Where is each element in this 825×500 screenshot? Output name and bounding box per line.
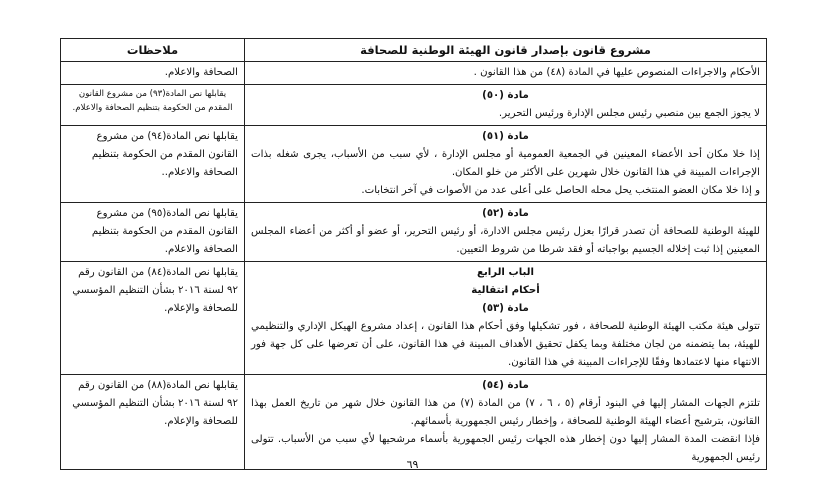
article-paragraph: الأحكام والاجراءات المنصوص عليها في المادة (٤٨) من هذا القانون . — [473, 67, 760, 78]
notes-cell: يقابلها نص المادة(٨٤) من القانون رقم ٩٢ لسنة ٢٠١٦ بشأن التنظيم المؤسسي للصحافة والإعلام. — [61, 262, 245, 375]
main-cell — [245, 126, 767, 203]
comparison-table — [60, 38, 767, 470]
notes-cell: يقابلها نص المادة(٩٥) من مشروع القانون المقدم من الحكومة بتنظيم الصحافة والاعلام. — [61, 203, 245, 262]
article-title: مادة (٥٤) — [482, 380, 529, 391]
notes-cell: يقابلها نص المادة(٩٤) من مشروع القانون المقدم من الحكومة بتنظيم الصحافة والاعلام.. — [61, 126, 245, 203]
article-title: مادة (٥١) — [482, 131, 529, 142]
table-header-row — [61, 39, 767, 62]
table-row — [61, 85, 767, 126]
article-paragraph: لا يجوز الجمع بين منصبي رئيس مجلس الإدارة ورئيس التحرير. — [498, 108, 760, 119]
main-cell — [245, 375, 767, 470]
table-row — [61, 62, 767, 85]
notes-cell: يقابلها نص المادة(٨٨) من القانون رقم ٩٢ لسنة ٢٠١٦ بشأن التنظيم المؤسسي للصحافة والإعلام. — [61, 375, 245, 470]
main-cell — [245, 262, 767, 375]
header-notes: ملاحظات — [61, 39, 245, 62]
table-row — [61, 262, 767, 375]
main-cell — [245, 62, 767, 85]
main-cell — [245, 85, 767, 126]
article-paragraph: تتولى هيئة مكتب الهيئة الوطنية للصحافة ، فور تشكيلها وفق أحكام هذا القانون ، إعداد مشروع الهيكل الإداري والتنظيمي للهيئة، بما يتضمنه من لجان مختلفة وبما يكفل تحقيق الأهداف المبينة في هذا القانون، على أن تعرضها على كل جهة فور الانتهاء منها لاعتمادها وفقًا للإجراءات المبينة في هذا القانون. — [251, 321, 760, 368]
article-title: مادة (٥٣) — [482, 303, 529, 314]
table-row — [61, 375, 767, 470]
article-paragraph: للهيئة الوطنية للصحافة أن تصدر قرارًا بعزل رئيس مجلس الادارة، أو رئيس التحرير، أو عضو أو أكثر من أعضاء المجلس المعينين إذا ثبت إخلاله الجسيم بواجباته أو فقد شرطا من شروط التعيين. — [251, 226, 760, 255]
article-paragraph: فإذا انقضت المدة المشار إليها دون إخطار هذه الجهات رئيس الجمهورية بأسماء مرشحيها لأي سبب من الأسباب. تتولى رئيس الجمهورية — [251, 434, 760, 463]
article-paragraph: إذا خلا مكان أحد الأعضاء المعينين في الجمعية العمومية أو مجلس الإدارة ، لأي سبب من الأسباب، يجرى شغله بذات الإجراءات المبينة في هذا القانون خلال شهرين على الأكثر من خلو المكان. — [251, 149, 760, 178]
article-title: مادة (٥٠) — [482, 90, 529, 101]
notes-cell: الصحافة والاعلام. — [61, 62, 245, 85]
chapter-subtitle: أحكام انتقالية — [471, 285, 540, 296]
chapter-title: الباب الرابع — [476, 267, 535, 278]
header-main: مشروع قانون بإصدار قانون الهيئة الوطنية للصحافة — [245, 39, 767, 62]
main-cell — [245, 203, 767, 262]
article-title: مادة (٥٢) — [482, 208, 529, 219]
article-paragraph: و إذا خلا مكان العضو المنتخب يحل محله الحاصل على أعلى عدد من الأصوات في آخر انتخابات. — [361, 185, 760, 196]
article-paragraph: تلتزم الجهات المشار إليها في البنود أرقام (٥ ، ٦ ، ٧) من المادة (٧) من هذا القانون خلال شهر من تاريخ العمل بهذا القانون، بترشيح أعضاء الهيئة الوطنية للصحافة ، وإخطار رئيس الجمهورية بأسمائهم. — [251, 398, 761, 427]
notes-cell: يقابلها نص المادة(٩٣) من مشروع القانون المقدم من الحكومة بتنظيم الصحافة والاعلام. — [61, 85, 245, 126]
table-row — [61, 126, 767, 203]
page-number: ٦٩ — [406, 458, 419, 471]
table-row — [61, 203, 767, 262]
